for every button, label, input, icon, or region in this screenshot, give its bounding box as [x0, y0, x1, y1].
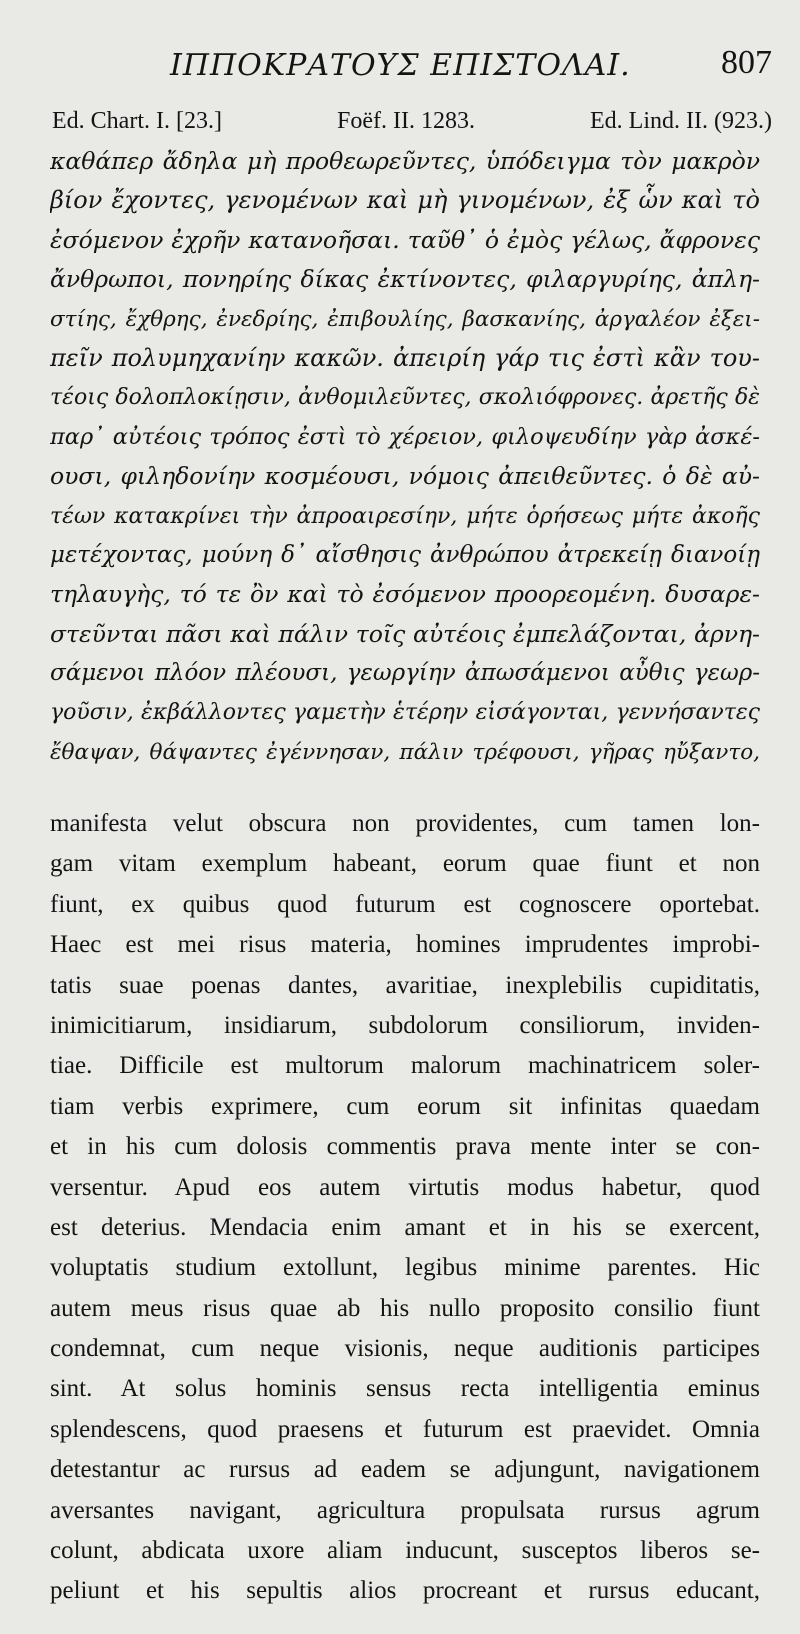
latin-line: sint. At solus hominis sensus recta intelligentia eminus	[50, 1375, 760, 1403]
greek-line: γοῦσιν, ἐκβάλλοντες γαμετὴν ἑτέρην εἰσάγονται, γεννήσαντες	[50, 700, 760, 726]
latin-line: colunt, abdicata uxore aliam inducunt, susceptos liberos se-	[50, 1537, 760, 1565]
latin-line: gam vitam exemplum habeant, eorum quae fiunt et non	[50, 850, 760, 878]
latin-text	[50, 804, 760, 1612]
edition-chart: Ed. Chart. I. [23.]	[52, 108, 222, 134]
latin-line: peliunt et his sepultis alios procreant et rursus educant,	[50, 1577, 760, 1605]
greek-line: τηλαυγὴς, τό τε ὂν καὶ τὸ ἐσόμενον προορεομένη. δυσαρε-	[50, 580, 760, 609]
greek-line: καθάπερ ἄδηλα μὴ προθεωρεῦντες, ὑπόδειγμα τὸν μακρὸν	[50, 147, 760, 175]
greek-line: παρ᾽ αὐτέοις τρόπος ἐστὶ τὸ χέρειον, φιλοψευδίην γὰρ ἀσκέ-	[50, 423, 760, 450]
running-head: ΙΠΠΟΚΡΑΤΟΥΣ ΕΠΙΣΤΟΛΑΙ.	[170, 48, 631, 83]
greek-line: ἄνθρωποι, πονηρίης δίκας ἐκτίνοντες, φιλαργυρίης, ἀπλη-	[50, 265, 760, 294]
edition-lind: Ed. Lind. II. (923.)	[590, 108, 772, 134]
latin-line: versentur. Apud eos autem virtutis modus habetur, quod	[50, 1173, 760, 1201]
latin-line: voluptatis studium extollunt, legibus minime parentes. Hic	[50, 1254, 760, 1282]
edition-references	[52, 108, 772, 135]
latin-line: detestantur ac rursus ad eadem se adjungunt, navigationem	[50, 1456, 760, 1484]
greek-line: βίον ἔχοντες, γενομένων καὶ μὴ γινομένων, ἐξ ὧν καὶ τὸ	[50, 186, 760, 215]
page-number: 807	[721, 44, 772, 81]
latin-line: manifesta velut obscura non providentes, cum tamen lon-	[50, 810, 760, 837]
edition-foes: Foëf. II. 1283.	[337, 108, 475, 134]
greek-line: ἔθαψαν, θάψαντες ἐγέννησαν, πάλιν τρέφουσι, γῆρας ηὔξαντο,	[50, 739, 760, 765]
latin-line: autem meus risus quae ab his nullo proposito consilio fiunt	[50, 1294, 760, 1322]
latin-line: tiam verbis exprimere, cum eorum sit infinitas quaedam	[50, 1092, 760, 1120]
latin-line: et in his cum dolosis commentis prava mente inter se con-	[50, 1133, 760, 1161]
latin-line: tiae. Difficile est multorum malorum machinatricem soler-	[50, 1052, 760, 1080]
greek-line: τέων κατακρίνει τὴν ἀπροαιρεσίην, μήτε ὁρήσεως μήτε ἀκοῆς	[50, 503, 760, 529]
greek-line: σάμενοι πλόον πλέουσι, γεωργίην ἀπωσάμενοι αὖθις γεωρ-	[50, 660, 760, 687]
greek-line: πεῖν πολυμηχανίην κακῶν. ἀπειρίη γάρ τις ἐστὶ κἂν του-	[50, 343, 760, 372]
greek-line: ἐσόμενον ἐχρῆν κατανοῆσαι. ταῦθ᾽ ὁ ἐμὸς γέλως, ἄφρονες	[50, 225, 760, 254]
latin-line: aversantes navigant, agricultura propulsata rursus agrum	[50, 1496, 760, 1524]
latin-line: tatis suae poenas dantes, avaritiae, inexplebilis cupiditatis,	[50, 971, 760, 999]
latin-line: condemnat, cum neque visionis, neque auditionis participes	[50, 1335, 760, 1363]
greek-line: μετέχοντας, μούνη δ᾽ αἴσθησις ἀνθρώπου ἀτρεκείῃ διανοίῃ	[50, 541, 760, 568]
greek-line: στεῦνται πᾶσι καὶ πάλιν τοῖς αὐτέοις ἐμπελάζονται, ἀρνη-	[50, 619, 760, 648]
greek-text	[50, 142, 760, 772]
latin-line: inimicitiarum, insidiarum, subdolorum consiliorum, inviden-	[50, 1011, 760, 1039]
latin-line: fiunt, ex quibus quod futurum est cognoscere oportebat.	[50, 890, 760, 918]
latin-line: est deterius. Mendacia enim amant et in his se exercent,	[50, 1213, 760, 1241]
latin-line: Haec est mei risus materia, homines imprudentes improbi-	[50, 931, 760, 959]
greek-line: στίης, ἔχθρης, ἐνεδρίης, ἐπιβουλίης, βασκανίης, ἀργαλέον ἐξει-	[50, 306, 760, 332]
greek-line: ουσι, φιληδονίην κοσμέουσι, νόμοις ἀπειθεῦντες. ὁ δὲ αὐ-	[50, 462, 760, 491]
latin-line: splendescens, quod praesens et futurum est praevidet. Omnia	[50, 1415, 760, 1443]
greek-line: τέοις δολοπλοκίῃσιν, ἀνθομιλεῦντες, σκολιόφρονες. ἀρετῆς δὲ	[50, 385, 760, 411]
